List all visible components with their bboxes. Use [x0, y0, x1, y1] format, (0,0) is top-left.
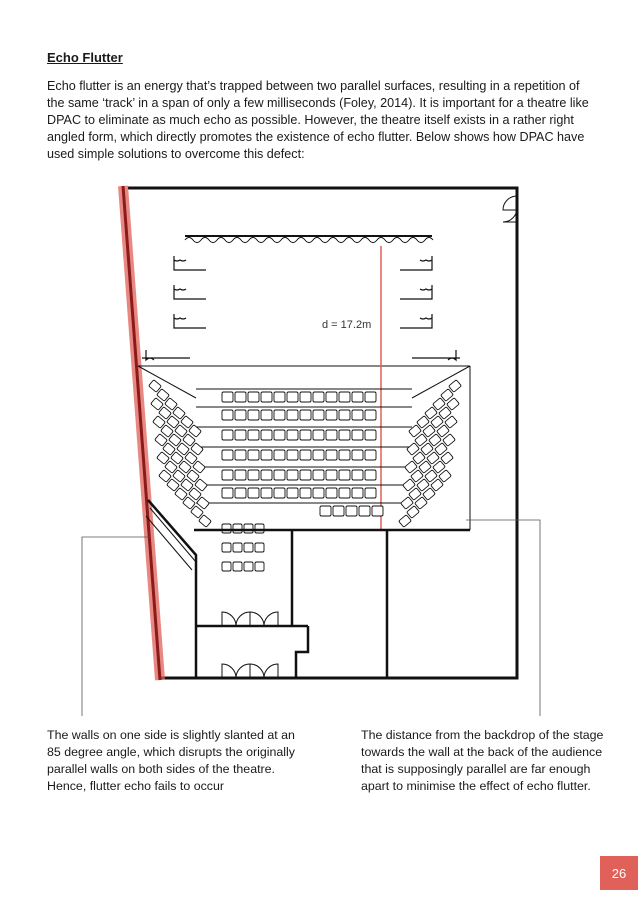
- seat: [287, 392, 298, 402]
- seat: [187, 470, 200, 483]
- seat: [326, 410, 337, 420]
- seat: [427, 452, 440, 465]
- seat: [222, 392, 233, 402]
- seat: [407, 443, 420, 456]
- seat: [261, 410, 272, 420]
- seat: [274, 488, 285, 498]
- seat: [339, 410, 350, 420]
- center-seating: [196, 389, 412, 571]
- seat: [159, 407, 172, 420]
- seat: [235, 410, 246, 420]
- seat: [300, 392, 311, 402]
- seat: [441, 389, 454, 402]
- seat: [300, 470, 311, 480]
- seat: [153, 416, 166, 429]
- seat: [326, 488, 337, 498]
- seat: [255, 543, 264, 552]
- seat: [191, 506, 204, 519]
- seat: [433, 398, 446, 411]
- seat: [274, 392, 285, 402]
- seat: [429, 434, 442, 447]
- seat: [417, 479, 430, 492]
- door-symbol: [503, 196, 517, 222]
- seat: [339, 450, 350, 460]
- seat: [248, 450, 259, 460]
- seat: [197, 497, 210, 510]
- seat: [443, 434, 456, 447]
- seat: [222, 562, 231, 571]
- seat: [421, 443, 434, 456]
- seat: [339, 392, 350, 402]
- seat: [365, 410, 376, 420]
- seat: [300, 488, 311, 498]
- seat: [300, 450, 311, 460]
- seat: [173, 407, 186, 420]
- seat: [175, 488, 188, 501]
- seat: [274, 470, 285, 480]
- seat: [287, 450, 298, 460]
- seat: [359, 506, 370, 516]
- seat: [235, 488, 246, 498]
- seat: [183, 497, 196, 510]
- seat: [222, 470, 233, 480]
- left-seating: [149, 380, 212, 528]
- seat: [333, 506, 344, 516]
- seat: [235, 470, 246, 480]
- seat: [181, 416, 194, 429]
- seat: [372, 506, 383, 516]
- seat: [320, 506, 331, 516]
- seat: [274, 430, 285, 440]
- right-seating: [399, 380, 462, 528]
- section-heading: Echo Flutter: [47, 50, 123, 65]
- slanted-wall-highlight: [123, 186, 160, 680]
- seat: [233, 543, 242, 552]
- seat: [233, 524, 242, 533]
- seat: [439, 470, 452, 483]
- seat: [248, 410, 259, 420]
- seat: [155, 434, 168, 447]
- seat: [179, 461, 192, 474]
- seat: [151, 398, 164, 411]
- seat: [222, 524, 231, 533]
- seat: [300, 430, 311, 440]
- seat: [313, 470, 324, 480]
- page-number: 26: [600, 856, 638, 890]
- seat: [165, 461, 178, 474]
- seat: [326, 470, 337, 480]
- seat: [287, 410, 298, 420]
- caption-distance: The distance from the backdrop of the stage towards the wall at the back of the audience that is supposingly parallel are far enough apart to minimise the effect of echo flutter.: [361, 728, 604, 793]
- seat: [248, 392, 259, 402]
- seat: [261, 430, 272, 440]
- seat: [255, 524, 264, 533]
- seat: [244, 543, 253, 552]
- seat: [352, 470, 363, 480]
- seat: [407, 506, 420, 519]
- double-doors: [222, 612, 278, 678]
- intro-paragraph: Echo flutter is an energy that’s trapped between two parallel surfaces, resulting in a repetition of the same ‘track’ in a span of only a few milliseconds (Foley, 2014). It is important for a theatre like DPAC to eliminate as much echo as possible. However, the theatre itself exists in a rather right angled form, which directly promotes the existence of echo flutter. Below shows how DPAC have used simple solutions to overcome this defect:: [47, 79, 589, 161]
- seat: [313, 410, 324, 420]
- seat: [425, 470, 438, 483]
- seat: [167, 416, 180, 429]
- seat: [365, 488, 376, 498]
- seat: [352, 488, 363, 498]
- seat: [248, 470, 259, 480]
- seat: [189, 488, 202, 501]
- seat: [244, 524, 253, 533]
- seat: [183, 434, 196, 447]
- seat: [199, 515, 212, 528]
- seat: [313, 392, 324, 402]
- seat: [447, 398, 460, 411]
- stage-curtain: [185, 236, 433, 243]
- seat: [339, 488, 350, 498]
- seat: [255, 562, 264, 571]
- seat: [248, 430, 259, 440]
- seat: [405, 461, 418, 474]
- seat: [365, 430, 376, 440]
- seat: [441, 452, 454, 465]
- seat: [222, 450, 233, 460]
- seat: [149, 380, 162, 393]
- seat: [415, 497, 428, 510]
- seat: [449, 380, 462, 393]
- seat: [261, 488, 272, 498]
- seat: [419, 461, 432, 474]
- seat: [399, 515, 412, 528]
- seat: [261, 470, 272, 480]
- seat: [313, 430, 324, 440]
- seat: [326, 430, 337, 440]
- caption-slanted-wall: The walls on one side is slightly slanted at an 85 degree angle, which disrupts the originally parallel walls on both sides of the theatre. Hence, flutter echo fails to occur: [47, 728, 295, 793]
- seat: [181, 479, 194, 492]
- seat: [185, 452, 198, 465]
- seat: [415, 434, 428, 447]
- seat: [445, 416, 458, 429]
- seat: [222, 410, 233, 420]
- seat: [177, 443, 190, 456]
- seat: [173, 470, 186, 483]
- seat: [171, 452, 184, 465]
- seat: [233, 562, 242, 571]
- seat: [287, 488, 298, 498]
- seat: [261, 392, 272, 402]
- seat: [313, 450, 324, 460]
- seat: [409, 488, 422, 501]
- seat: [157, 389, 170, 402]
- seat: [437, 425, 450, 438]
- seat: [401, 497, 414, 510]
- seat: [352, 392, 363, 402]
- seat: [431, 416, 444, 429]
- seat: [222, 430, 233, 440]
- stage-wings: [142, 256, 460, 360]
- seat: [413, 452, 426, 465]
- seat: [195, 479, 208, 492]
- seat: [222, 488, 233, 498]
- seat: [352, 410, 363, 420]
- seat: [235, 450, 246, 460]
- distance-label: d = 17.2m: [322, 319, 372, 331]
- seat: [159, 470, 172, 483]
- seat: [287, 470, 298, 480]
- seat: [261, 450, 272, 460]
- seat: [274, 450, 285, 460]
- seat: [157, 452, 170, 465]
- seat: [435, 443, 448, 456]
- seat: [433, 461, 446, 474]
- seat: [339, 430, 350, 440]
- seat: [352, 430, 363, 440]
- seat: [235, 392, 246, 402]
- seat: [175, 425, 188, 438]
- seat: [339, 470, 350, 480]
- seat: [425, 407, 438, 420]
- seat: [161, 425, 174, 438]
- seat: [431, 479, 444, 492]
- seat: [423, 488, 436, 501]
- seat: [365, 470, 376, 480]
- seat: [167, 479, 180, 492]
- seat: [235, 430, 246, 440]
- seat: [244, 562, 253, 571]
- seat: [193, 461, 206, 474]
- seat: [163, 443, 176, 456]
- seat: [248, 488, 259, 498]
- seat: [417, 416, 430, 429]
- seat: [326, 392, 337, 402]
- seat: [439, 407, 452, 420]
- seat: [287, 430, 298, 440]
- seat: [326, 450, 337, 460]
- seat: [165, 398, 178, 411]
- seat: [274, 410, 285, 420]
- seat: [346, 506, 357, 516]
- seat: [313, 488, 324, 498]
- seat: [222, 543, 231, 552]
- seat: [365, 392, 376, 402]
- seat: [352, 450, 363, 460]
- seat: [191, 443, 204, 456]
- seat: [403, 479, 416, 492]
- seat: [365, 450, 376, 460]
- seat: [423, 425, 436, 438]
- seat: [300, 410, 311, 420]
- seat: [411, 470, 424, 483]
- seat: [169, 434, 182, 447]
